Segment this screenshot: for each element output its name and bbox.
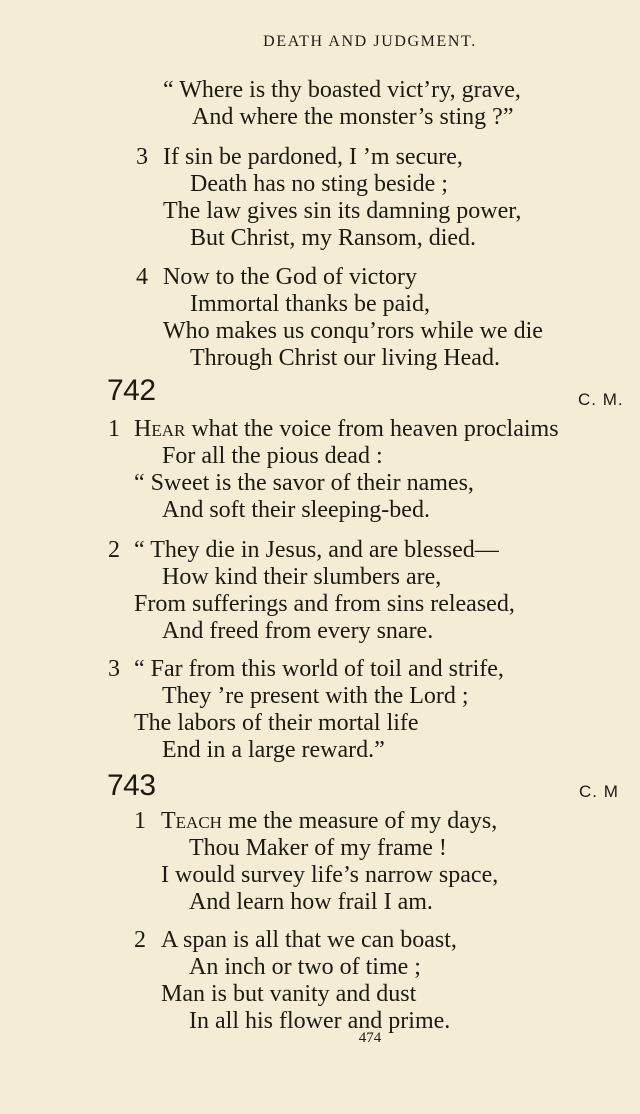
first-word: Hear [134,416,186,442]
running-header: DEATH AND JUDGMENT. [263,33,477,50]
verse-line: An inch or two of time ; [189,954,421,980]
verse-line: And soft their sleeping-bed. [162,497,430,523]
verse-line: For all the pious dead : [162,443,383,469]
verse-line-text: me the measure of my days, [221,808,498,834]
verse-number: 1 [108,416,120,442]
verse-line: “ Far from this world of toil and strife, [134,656,504,682]
hymn-meter: C. M. [578,390,624,409]
verse-line: And where the monster’s sting ?” [192,104,514,130]
hymn-number: 742 [107,374,156,407]
verse-line: And freed from every snare. [162,618,434,644]
verse-number: 3 [136,144,148,170]
verse-line: The labors of their mortal life [134,710,419,736]
verse-number: 2 [134,927,146,953]
page-number: 474 [358,1030,382,1046]
hymn-number: 743 [107,769,156,802]
verse-line: Now to the God of victory [163,264,417,290]
verse-number: 3 [108,656,120,682]
verse-line: In all his flower and prime. [189,1008,451,1034]
verse-line: They ’re present with the Lord ; [162,683,469,709]
verse-line: But Christ, my Ransom, died. [190,225,477,251]
verse-line: End in a large reward.” [162,737,385,763]
verse-line: Death has no sting beside ; [190,171,448,197]
verse-line: Who makes us conqu’rors while we die [163,318,543,344]
verse-line: From sufferings and from sins released, [134,591,515,617]
first-word: Teach [161,808,222,834]
verse-line: “ Where is thy boasted vict’ry, grave, [163,77,521,103]
verse-line: “ They die in Jesus, and are blessed— [134,537,499,563]
verse-line: “ Sweet is the savor of their names, [134,470,474,496]
verse-line: The law gives sin its damning power, [163,198,522,224]
verse-line: A span is all that we can boast, [161,927,457,953]
verse-line: Thou Maker of my frame ! [189,835,447,861]
verse-number: 2 [108,537,120,563]
verse-line: If sin be pardoned, I ’m secure, [163,144,463,170]
verse-line: Man is but vanity and dust [161,981,417,1007]
verse-line: And learn how frail I am. [189,889,433,915]
verse-number: 1 [134,808,146,834]
verse-line [161,807,497,835]
verse-line: How kind their slumbers are, [162,564,442,590]
verse-line [134,415,559,443]
hymn-meter: C. M [579,782,619,801]
verse-line-text: what the voice from heaven proclaims [185,416,559,442]
verse-line: Immortal thanks be paid, [190,291,430,317]
verse-number: 4 [136,264,148,290]
verse-line: I would survey life’s narrow space, [161,862,499,888]
verse-line: Through Christ our living Head. [190,345,500,371]
